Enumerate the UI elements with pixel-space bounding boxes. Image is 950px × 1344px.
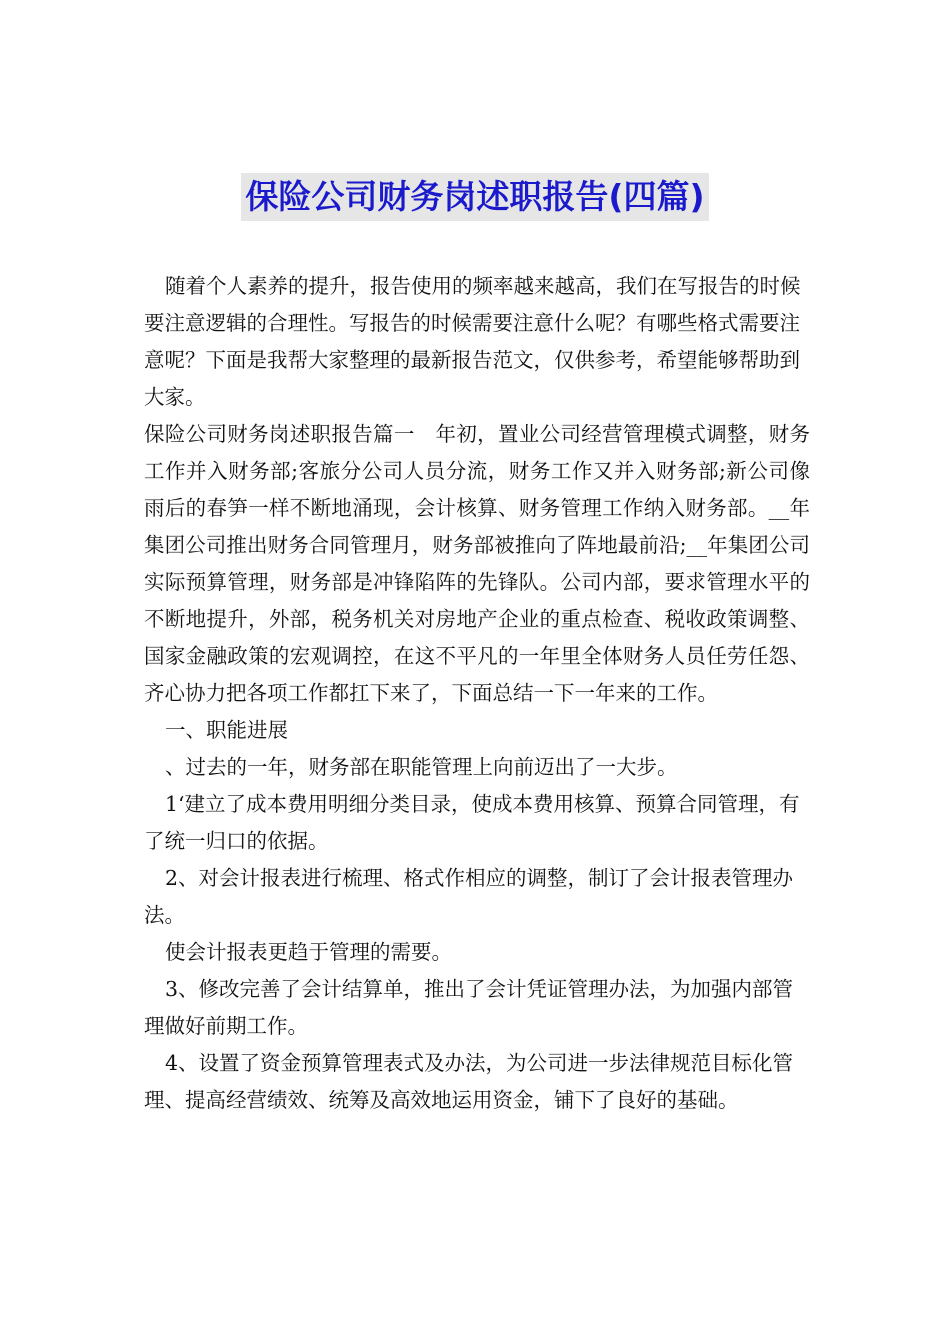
body-paragraph: 使会计报表更趋于管理的需要。 (165, 940, 452, 964)
document-title: 保险公司财务岗述职报告(四篇) (241, 173, 708, 221)
report-paragraph: 保险公司财务岗述职报告篇一 年初，置业公司经营管理模式调整，财务工作并入财务部;客旅分公司人员分流，财务工作又并入财务部;新公司像雨后的春笋一样不断地涌现，会计核算、财务管理工作纳入财务部。__年集团公司推出财务合同管理月，财务部被推向了阵地最前沿;__年集团公司实际预算管理，财务部是冲锋陷阵的先锋队。公司内部，要求管理水平的不断地提升，外部，税务机关对房地产企业的重点检查、税收政策调整、国家金融政策的宏观调控，在这不平凡的一年里全体财务人员任劳任怨、齐心协力把各项工作都扛下来了，下面总结一下一年来的工作。 (144, 422, 810, 705)
list-item: 3、修改完善了会计结算单，推出了会计凭证管理办法，为加强内部管理做好前期工作。 (144, 977, 794, 1038)
intro-paragraph: 随着个人素养的提升，报告使用的频率越来越高，我们在写报告的时候要注意逻辑的合理性。写报告的时候需要注意什么呢？有哪些格式需要注意呢？下面是我帮大家整理的最新报告范文，仅供参考，希望能够帮助到大家。 (144, 274, 801, 409)
list-item: 1‘建立了成本费用明细分类目录，使成本费用核算、预算合同管理，有了统一归口的依据。 (144, 792, 800, 853)
list-item: 2、对会计报表进行梳理、格式作相应的调整，制订了会计报表管理办法。 (144, 866, 794, 927)
section-heading: 一、职能进展 (165, 718, 288, 742)
body-paragraph: 、过去的一年，财务部在职能管理上向前迈出了一大步。 (165, 755, 678, 779)
document-body (144, 268, 810, 1119)
title-container (0, 173, 950, 221)
list-item: 4、设置了资金预算管理表式及办法，为公司进一步法律规范目标化管理、提高经营绩效、统筹及高效地运用资金，铺下了良好的基础。 (144, 1051, 794, 1112)
